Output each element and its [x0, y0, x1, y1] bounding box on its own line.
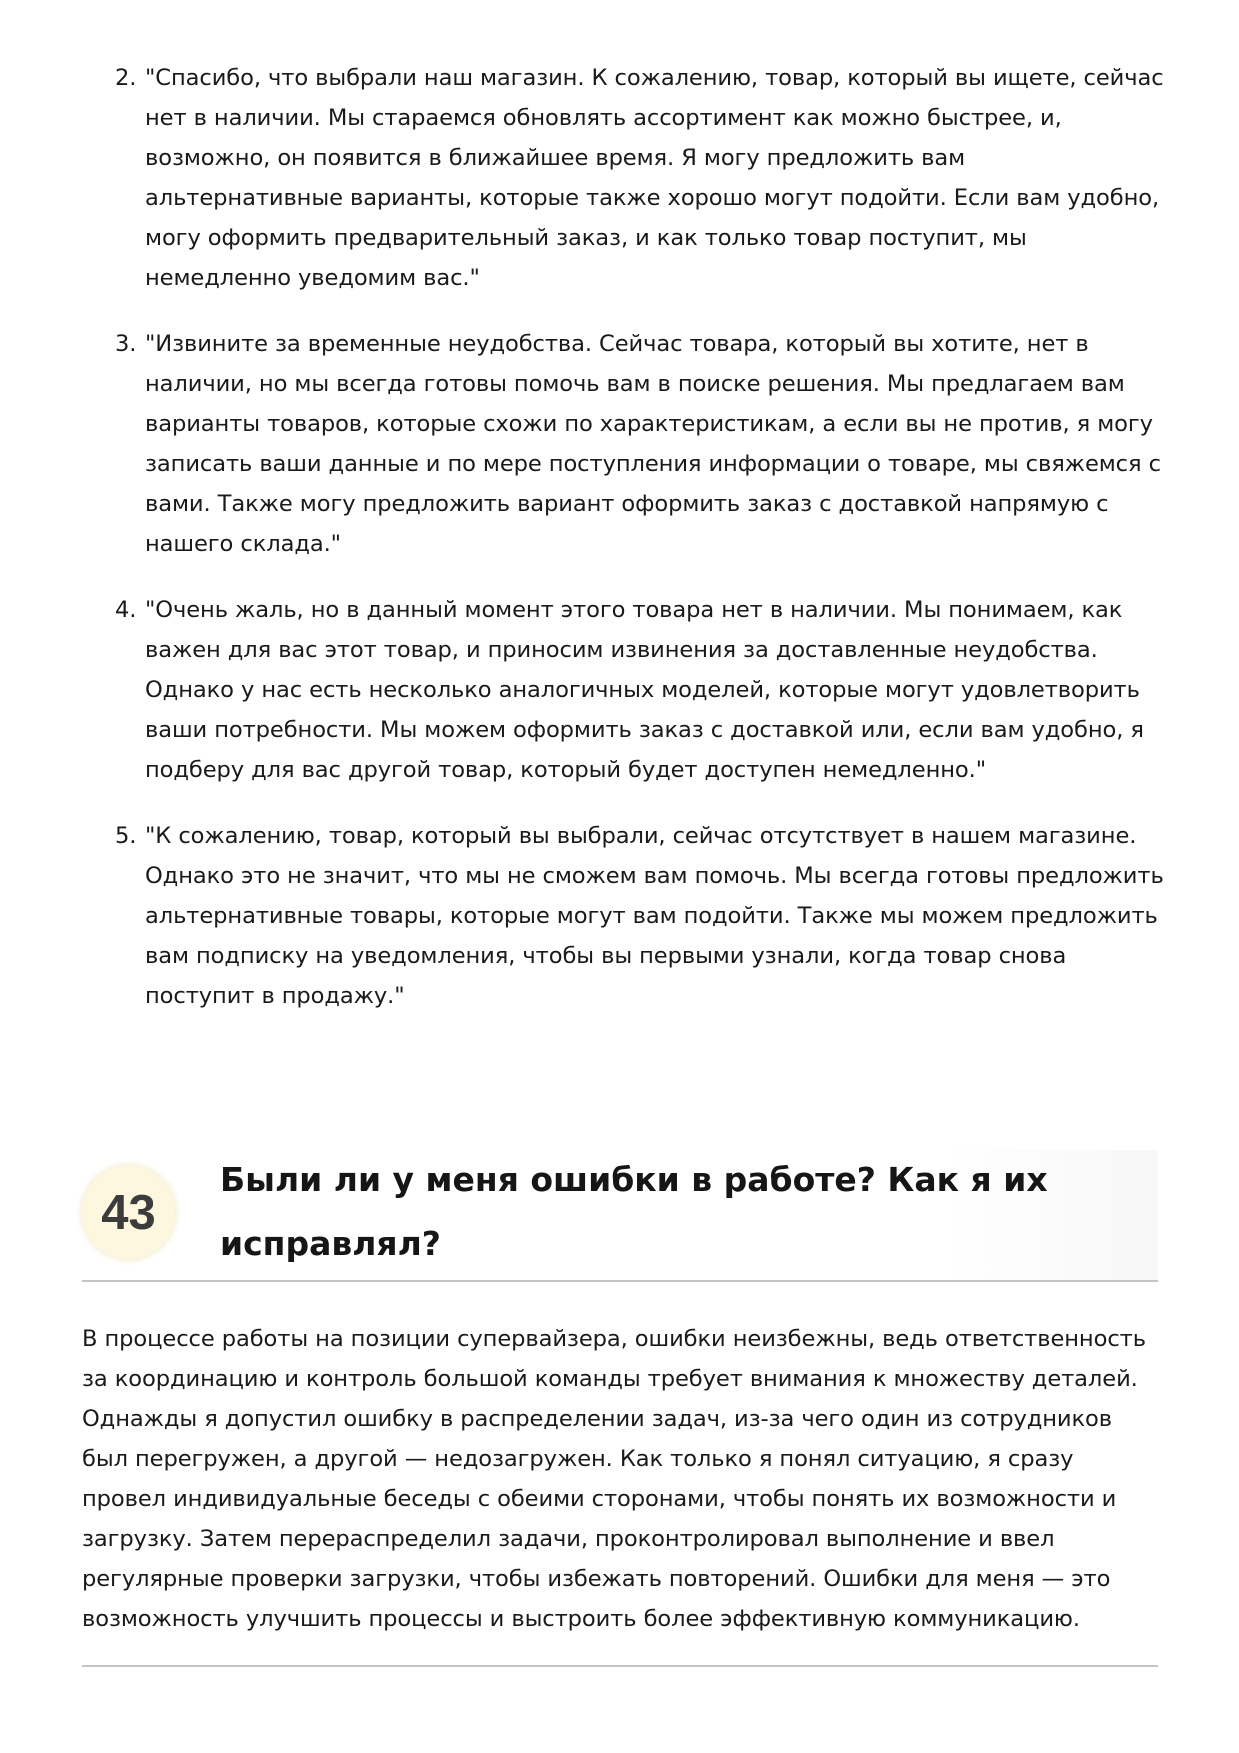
question-header — [82, 1150, 1158, 1282]
list-item-text: "Очень жаль, но в данный момент этого товара нет в наличии. Мы понимаем, как важен для вас этот товар, и приносим извинения за доставленные неудобства. Однако у нас есть несколько аналогичных моделей, которые могут удовлетворить ваши потребности. Мы можем оформить заказ с доставкой или, если вам удобно, я подберу для вас другой товар, который будет доступен немедленно." — [145, 597, 1144, 783]
list-item-number: 2. — [115, 65, 137, 91]
list-item-text: "Спасибо, что выбрали наш магазин. К сожалению, товар, который вы ищете, сейчас нет в наличии. Мы стараемся обновлять ассортимент как можно быстрее, и, возможно, он появится в ближайшее время. Я могу предложить вам альтернативные варианты, которые также хорошо могут подойти. Если вам удобно, могу оформить предварительный заказ, и как только товар поступит, мы немедленно уведомим вас." — [145, 65, 1164, 291]
question-title: Были ли у меня ошибки в работе? Как я их исправлял? — [220, 1160, 1048, 1263]
list-item-text: "К сожалению, товар, который вы выбрали, сейчас отсутствует в нашем магазине. Однако это не значит, что мы не сможем вам помочь. Мы всегда готовы предложить альтернативные товары, которые могут вам подойти. Также мы можем предложить вам подписку на уведомления, чтобы вы первыми узнали, когда товар снова поступит в продажу." — [145, 823, 1164, 1009]
list-item-number: 4. — [115, 597, 137, 623]
list-item-number: 5. — [115, 823, 137, 849]
list-item — [115, 590, 1165, 790]
list-item-number: 3. — [115, 331, 137, 357]
section-divider — [82, 1665, 1158, 1667]
question-number-badge: 43 — [82, 1166, 175, 1259]
list-item — [115, 816, 1165, 1016]
sample-answers-list — [115, 58, 1165, 1042]
list-item — [115, 324, 1165, 564]
question-answer-text: В процессе работы на позиции супервайзера, ошибки неизбежны, ведь ответственность за координацию и контроль большой команды требует внимания к множеству деталей. Однажды я допустил ошибку в распределении задач, из-за чего один из сотрудников был перегружен, а другой — недозагружен. Как только я понял ситуацию, я сразу провел индивидуальные беседы с обеими сторонами, чтобы понять их возможности и загрузку. Затем перераспределил задачи, проконтролировал выполнение и ввел регулярные проверки загрузки, чтобы избежать повторений. Ошибки для меня — это возможность улучшить процессы и выстроить более эффективную коммуникацию. — [82, 1326, 1146, 1632]
list-item-text: "Извините за временные неудобства. Сейчас товара, который вы хотите, нет в наличии, но мы всегда готовы помочь вам в поиске решения. Мы предлагаем вам варианты товаров, которые схожи по характеристикам, а если вы не против, я могу записать ваши данные и по мере поступления информации о товаре, мы свяжемся с вами. Также могу предложить вариант оформить заказ с доставкой напрямую с нашего склада." — [145, 331, 1161, 557]
list-item — [115, 58, 1165, 298]
